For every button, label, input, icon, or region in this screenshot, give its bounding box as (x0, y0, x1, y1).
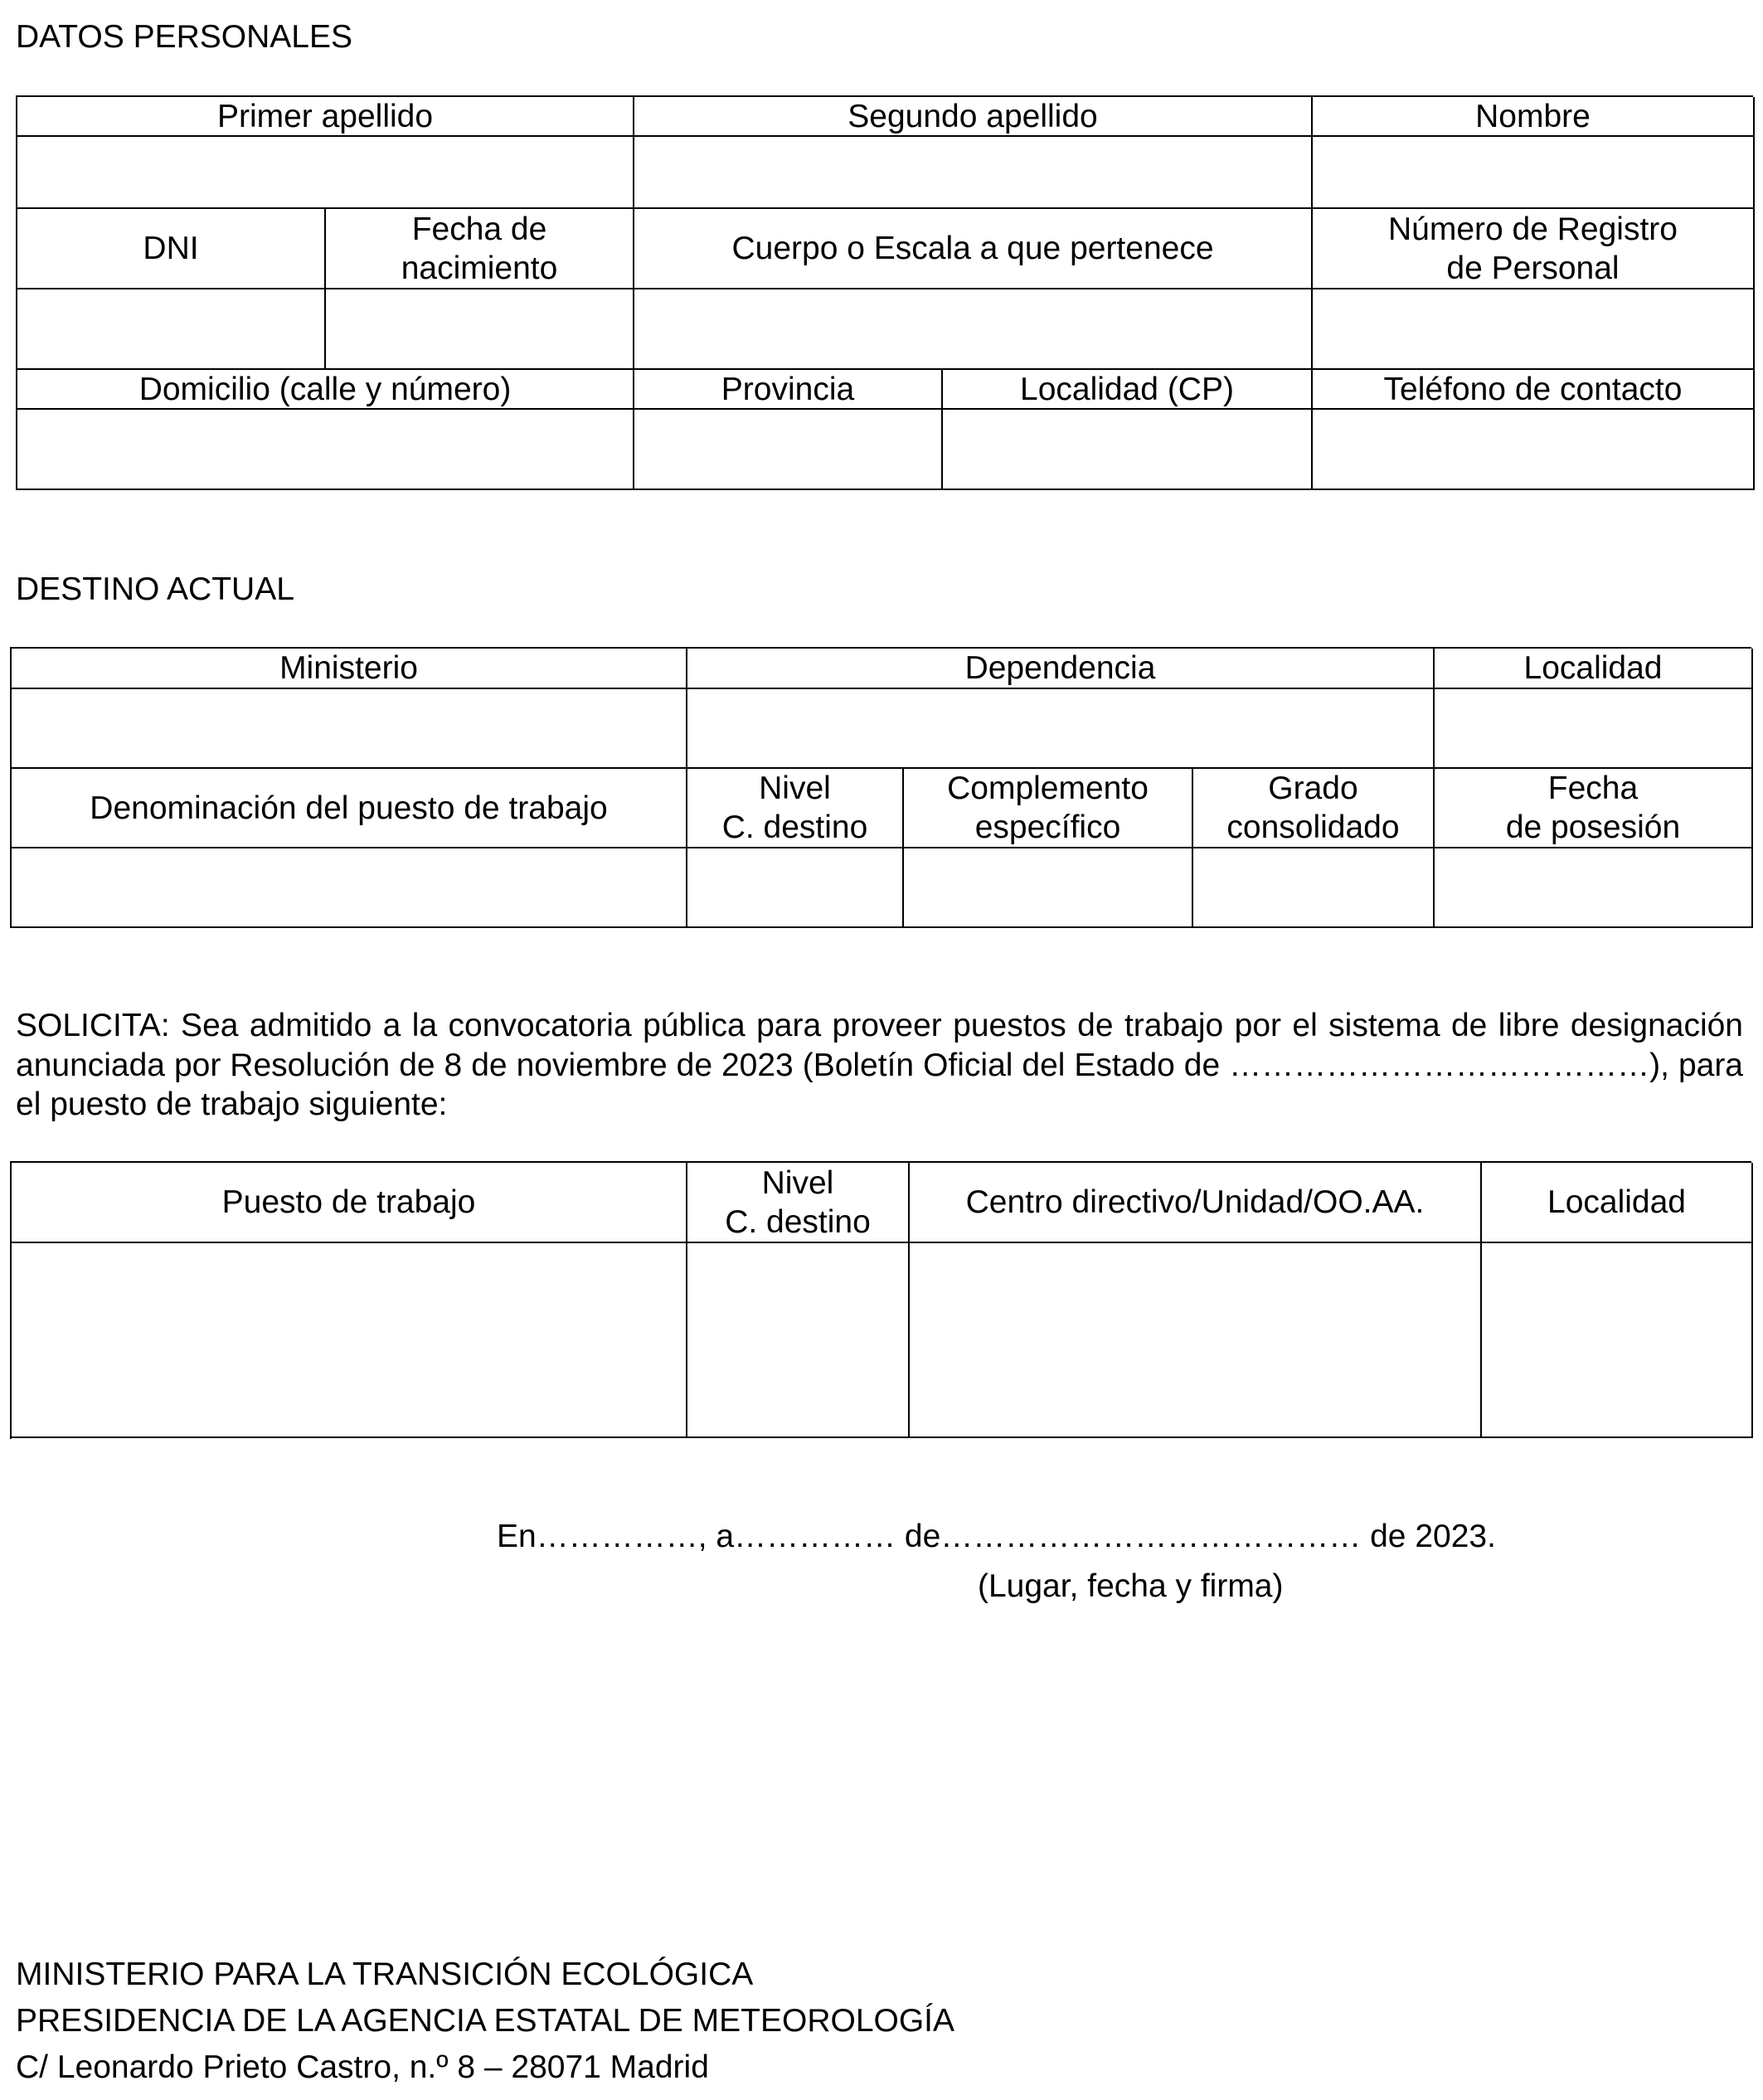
solicita-paragraph: SOLICITA: Sea admitido a la convocatoria pública para proveer puestos de trabajo por el sistema de libre designación anunciada por Resolución de 8 de noviembre de 2023 (Boletín Oficial del Estado de …………………………………), para el puesto de trabajo siguiente: (16, 1008, 1743, 1122)
field-fecha-posesion[interactable] (1435, 848, 1753, 928)
field-domicilio[interactable] (17, 410, 634, 490)
signature-date-line: En……………, a…………… de………………………………… de 2023. (497, 1519, 1496, 1554)
header-domicilio: Domicilio (calle y número) (17, 370, 634, 410)
field-nivel-destino[interactable] (687, 848, 904, 928)
header-denominacion-puesto: Denominación del puesto de trabajo (12, 769, 687, 848)
field-complemento-especifico[interactable] (904, 848, 1193, 928)
field-primer-apellido[interactable] (17, 137, 634, 209)
header-nombre: Nombre (1313, 97, 1755, 137)
section-title-datos-personales: DATOS PERSONALES (16, 19, 353, 55)
field-fecha-nacimiento[interactable] (326, 289, 634, 370)
footer-ministerio: MINISTERIO PARA LA TRANSICIÓN ECOLÓGICA (16, 1957, 754, 1992)
header-localidad-solicitado: Localidad (1482, 1163, 1753, 1243)
header-dependencia: Dependencia (687, 649, 1435, 689)
footer-direccion: C/ Leonardo Prieto Castro, n.º 8 – 28071 Madrid (16, 2049, 709, 2085)
header-nivel-destino: Nivel C. destino (687, 769, 904, 848)
field-localidad[interactable] (1435, 689, 1753, 769)
header-provincia-localidad-row (634, 370, 1313, 410)
header-fecha-posesion: Fecha de posesión (1435, 769, 1753, 848)
header-primer-apellido: Primer apellido (17, 97, 634, 137)
field-localidad-solicitado[interactable] (1482, 1243, 1753, 1438)
header-localidad: Localidad (1435, 649, 1753, 689)
section-title-destino-actual: DESTINO ACTUAL (16, 571, 294, 607)
signature-caption: (Lugar, fecha y firma) (978, 1568, 1284, 1604)
header-nivel-destino-solicitado: Nivel C. destino (687, 1163, 910, 1243)
field-numero-registro-personal[interactable] (1313, 289, 1755, 370)
header-grado-consolidado: Grado consolidado (1193, 769, 1435, 848)
datos-personales-table (16, 95, 1753, 490)
field-dni[interactable] (17, 289, 326, 370)
field-ministerio[interactable] (12, 689, 687, 769)
header-segundo-apellido: Segundo apellido (634, 97, 1313, 137)
footer-presidencia: PRESIDENCIA DE LA AGENCIA ESTATAL DE METEOROLOGÍA (16, 2003, 955, 2039)
header-cuerpo-escala: Cuerpo o Escala a que pertenece (634, 209, 1313, 289)
header-complemento-especifico: Complemento específico (904, 769, 1193, 848)
field-cuerpo-escala[interactable] (634, 289, 1313, 370)
field-denominacion-puesto[interactable] (12, 848, 687, 928)
header-dni: DNI (17, 209, 326, 289)
field-grado-consolidado[interactable] (1193, 848, 1435, 928)
field-localidad-cp[interactable] (943, 410, 1313, 489)
field-provincia-localidad-row (634, 410, 1313, 490)
header-puesto-trabajo: Puesto de trabajo (12, 1163, 687, 1243)
header-centro-directivo: Centro directivo/Unidad/OO.AA. (910, 1163, 1482, 1243)
header-localidad-cp: Localidad (CP) (943, 370, 1313, 408)
field-centro-directivo[interactable] (910, 1243, 1482, 1438)
field-segundo-apellido[interactable] (634, 137, 1313, 209)
header-numero-registro-personal: Número de Registro de Personal (1313, 209, 1755, 289)
header-provincia: Provincia (634, 370, 943, 408)
header-fecha-nacimiento: Fecha de nacimiento (326, 209, 634, 289)
puesto-solicitado-table (10, 1161, 1751, 1439)
field-puesto-trabajo[interactable] (12, 1243, 687, 1438)
destino-actual-table (10, 647, 1751, 928)
field-provincia[interactable] (634, 410, 943, 489)
field-telefono[interactable] (1313, 410, 1755, 490)
header-ministerio: Ministerio (12, 649, 687, 689)
field-nombre[interactable] (1313, 137, 1755, 209)
field-nivel-destino-solicitado[interactable] (687, 1243, 910, 1438)
header-telefono: Teléfono de contacto (1313, 370, 1755, 410)
field-dependencia[interactable] (687, 689, 1435, 769)
